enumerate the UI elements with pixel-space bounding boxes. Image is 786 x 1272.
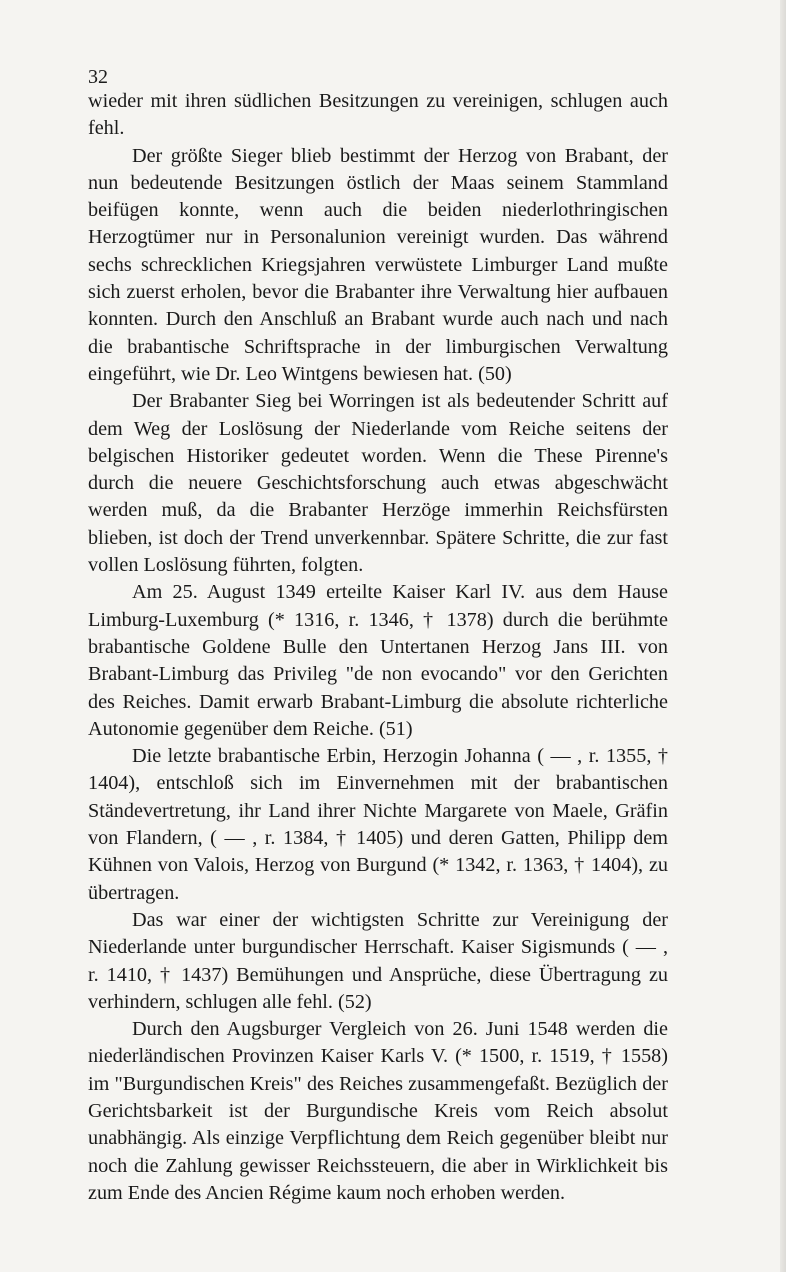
paragraph-3: Der Brabanter Sieg bei Worringen ist als bedeutender Schritt auf dem Weg der Loslösung der Niederlande vom Reiche seitens der belgischen Historiker gedeutet worden. Wenn die These Pirenne's durch die neuere Geschichtsforschung auch etwas abgeschwächt werden muß, da die Brabanter Herzöge immerhin Reichsfürsten blieben, ist doch der Trend unverkennbar. Spätere Schritte, die zur fast vollen Loslösung führten, folgten. (88, 390, 668, 577)
paragraph-5: Die letzte brabantische Erbin, Herzogin Johanna ( — , r. 1355, † 1404), entschloß sich im Einvernehmen mit der brabantischen Ständevertretung, ihr Land ihrer Nichte Margarete von Maele, Gräfin von Flandern, ( — , r. 1384, † 1405) und deren Gatten, Philipp dem Kühnen von Valois, Herzog von Burgund (* 1342, r. 1363, † 1404), zu übertragen. (88, 745, 668, 904)
page-edge (780, 0, 786, 1272)
paragraph-2: Der größte Sieger blieb bestimmt der Herzog von Brabant, der nun bedeutende Besitzungen östlich der Maas seinem Stammland beifügen konnte, wenn auch die beiden niederlothringischen Herzogtümer nur in Personalunion vereinigt wurden. Das während sechs schrecklichen Kriegsjahren verwüstete Limburger Land mußte sich zuerst erholen, bevor die Brabanter ihre Verwaltung hier aufbauen konnten. Durch den Anschluß an Brabant wurde auch nach und nach die brabantische Schriftsprache in der limburgischen Verwaltung eingeführt, wie Dr. Leo Wintgens bewiesen hat. (50) (88, 144, 668, 385)
paragraph-1: wieder mit ihren südlichen Besitzungen zu vereinigen, schlugen auch fehl. (88, 90, 668, 140)
body-text (88, 88, 668, 1207)
paragraph-7: Durch den Augsburger Vergleich von 26. Juni 1548 werden die niederländischen Provinzen Kaiser Karls V. (* 1500, r. 1519, † 1558) im "Burgundischen Kreis" des Reiches zusammengefaßt. Bezüglich der Gerichtsbarkeit ist der Burgundische Kreis vom Reich absolut unabhängig. Als einzige Verpflichtung dem Reich gegenüber bleibt nur noch die Zahlung gewisser Reichssteuern, die aber in Wirklichkeit bis zum Ende des Ancien Régime kaum noch erhoben werden. (88, 1018, 668, 1204)
paragraph-4: Am 25. August 1349 erteilte Kaiser Karl IV. aus dem Hause Limburg-Luxemburg (* 1316, r. 1346, † 1378) durch die berühmte brabantische Goldene Bulle den Untertanen Herzog Jans III. von Brabant-Limburg das Privileg "de non evocando" vor den Gerichten des Reiches. Damit erwarb Brabant-Limburg die absolute richterliche Autonomie gegenüber dem Reiche. (51) (88, 581, 668, 740)
paragraph-6: Das war einer der wichtigsten Schritte zur Vereinigung der Niederlande unter burgundischer Herrschaft. Kaiser Sigismunds ( — , r. 1410, † 1437) Bemühungen und Ansprüche, diese Übertragung zu verhindern, schlugen alle fehl. (52) (88, 908, 668, 1013)
page-number: 32 (88, 66, 108, 88)
